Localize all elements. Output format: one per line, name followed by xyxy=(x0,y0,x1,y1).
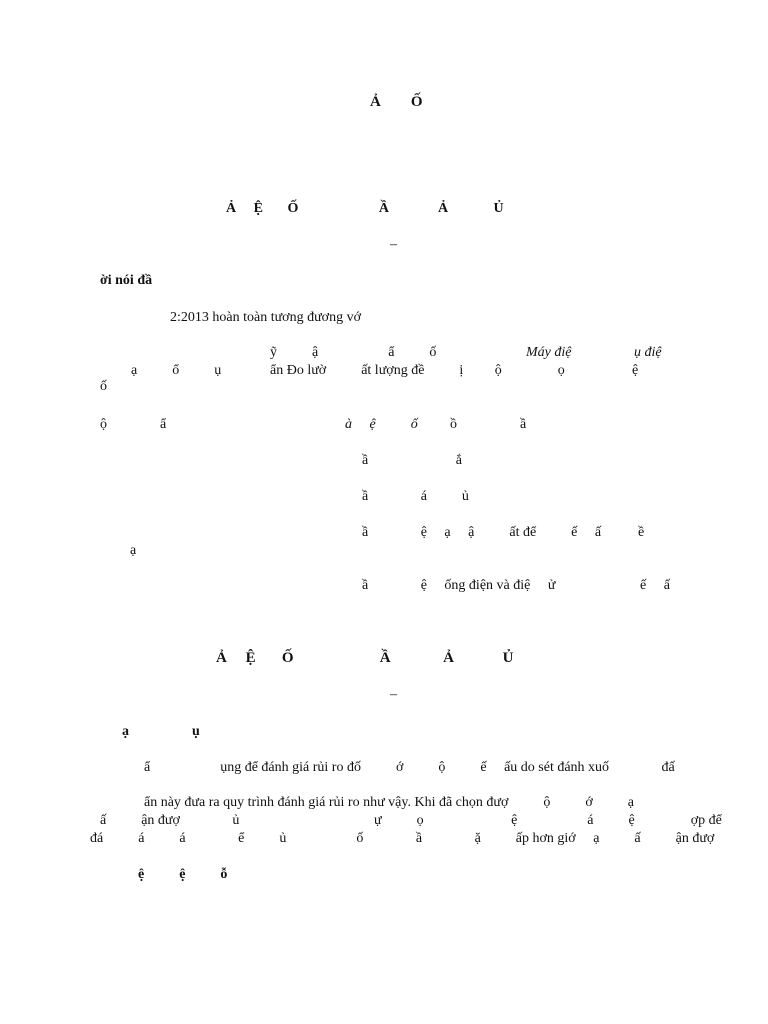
foreword-para-3-right: ồ ầ xyxy=(450,417,527,432)
scope-para-2-line-2b: ự ọ ệ á ệ ợp để xyxy=(374,813,722,828)
list-item-3-continuation: ạ xyxy=(130,543,137,558)
foreword-para-2-line-2b: ẩn Đo lườ ất lượng đề ị ộ ọ xyxy=(270,363,565,378)
foreword-para-2-text: ỹ ậ ẩ ố xyxy=(270,345,437,360)
foreword-para-3-a: ộ xyxy=(100,417,107,432)
foreword-line-1: 2:2013 hoàn toàn tương đương vớ xyxy=(170,310,361,325)
scope-para-2-line-2: ấ ận đượ ủ xyxy=(100,813,240,828)
document-title: Ả Ố xyxy=(370,94,423,110)
section-1-title: Ả Ệ Ố Ầ Ả Ủ xyxy=(226,201,504,216)
foreword-para-2-line-2: ạ ổ ụ xyxy=(131,363,222,378)
foreword-para-3-b: ẩ xyxy=(160,417,167,432)
scope-para-2-line-1: ẩn này đưa ra quy trình đánh giá rủi ro như vậy. Khi đã chọn đượ ộ ớ ạ xyxy=(144,795,635,810)
foreword-para-2-italic: Máy điệ xyxy=(526,345,572,360)
list-item-1: ầ ắ xyxy=(362,453,462,468)
list-item-3: ầ ệ ạ ậ ất để ế ấ xyxy=(362,525,602,540)
scope-line-1: ẩ ụng để đánh giá rủi ro đố ớ ộ ế ấu do sét đánh xuố đấ xyxy=(144,760,675,775)
foreword-para-3-italic: à ệ ố xyxy=(345,417,418,432)
list-item-3-tail: ề xyxy=(638,525,645,540)
foreword-para-2-line-2c: ệ xyxy=(632,363,639,378)
foreword-para-2-line-3: ố xyxy=(100,379,107,394)
scope-para-3: ệ ệ ỗ xyxy=(138,867,228,882)
list-item-4: ầ ệ ống điện và điệ ử xyxy=(362,578,556,593)
foreword-heading: ời nói đầ xyxy=(100,273,153,288)
foreword-para-2-italic-2: ụ điệ xyxy=(634,345,662,360)
list-item-4-tail: ế ấ xyxy=(640,578,670,593)
section-2-dash: – xyxy=(390,687,397,702)
scope-heading: ạ ụ xyxy=(122,724,200,739)
scope-para-2-line-3: đá á á ể ủ ố ầ ặ ấp hơn giớ ạ ấ ận đượ xyxy=(90,831,715,846)
list-item-2: ầ á ủ xyxy=(362,489,469,504)
section-1-dash: – xyxy=(390,237,397,252)
section-2-title: Ả Ệ Ố Ầ Ả Ủ xyxy=(216,650,514,666)
